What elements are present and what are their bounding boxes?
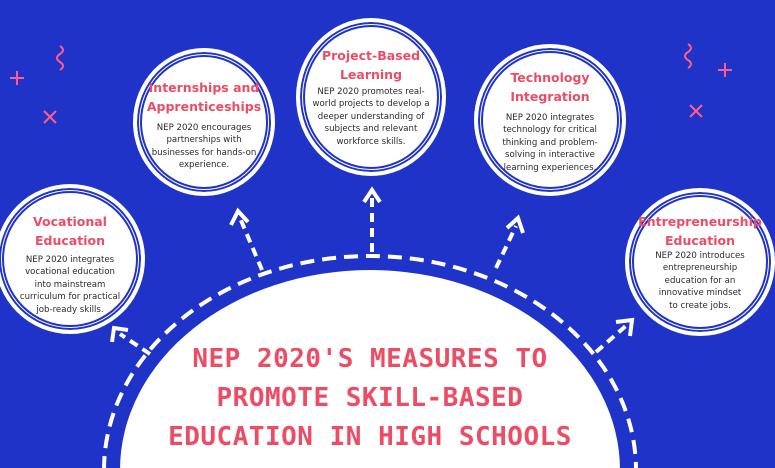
node-description [0, 254, 141, 316]
node-technology-integration [474, 44, 626, 196]
arrow-to-technology [496, 218, 523, 268]
node-desc-line: entrepreneurship [662, 263, 738, 274]
node-description [629, 250, 771, 312]
node-desc-line: job-ready skills. [36, 304, 104, 315]
node-title-line: Education [665, 233, 735, 248]
sparkle-x-icon [44, 111, 56, 123]
node-desc-line: education for an [664, 275, 736, 286]
node-internships-apprenticeships [133, 48, 275, 196]
node-desc-line: to create jobs. [669, 300, 731, 311]
node-desc-line: world projects to develop a [312, 99, 430, 110]
node-desc-line: experience. [178, 160, 230, 171]
node-vocational-education [0, 184, 145, 334]
sparkle-squiggle-icon [57, 46, 63, 70]
node-desc-line: technology for critical [503, 125, 597, 136]
node-title [137, 78, 271, 116]
node-title-line: Education [35, 233, 105, 248]
node-desc-line: partnerships with [166, 135, 242, 146]
hub-title [150, 340, 590, 457]
node-desc-line: solving in interactive [505, 150, 595, 161]
node-desc-line: NEP 2020 introduces [655, 251, 745, 261]
node-title-line: Entrepreneurship [638, 214, 762, 229]
hub-title-line: NEP 2020'S MEASURES TO [192, 344, 548, 374]
node-desc-line: thinking and problem- [502, 137, 598, 148]
node-desc-line: learning experiences. [503, 162, 597, 173]
node-desc-line: NEP 2020 integrates [25, 255, 115, 265]
node-title [0, 212, 141, 250]
node-desc-line: innovative mindset [658, 288, 742, 299]
node-title [478, 68, 622, 106]
sparkle-x-icon [690, 105, 702, 117]
node-title-line: Project-Based [321, 48, 421, 63]
sparkle-plus-icon [718, 63, 732, 77]
node-project-based-learning [296, 18, 446, 176]
node-desc-line: subjects and relevant [324, 124, 418, 135]
node-title [300, 46, 442, 84]
node-desc-line: NEP 2020 promotes real- [317, 87, 425, 97]
node-title-line: Vocational [33, 214, 107, 229]
node-title-line: Technology [510, 70, 590, 85]
node-desc-line: businesses for hands-on [151, 147, 257, 158]
sparkle-squiggle-icon [685, 44, 691, 68]
hub-title-line: EDUCATION IN HIGH SCHOOLS [168, 422, 572, 452]
node-title [629, 212, 771, 250]
node-description [137, 122, 271, 172]
node-title-line: Learning [339, 67, 403, 82]
hub-title-line: PROMOTE SKILL-BASED [216, 383, 524, 413]
node-desc-line: deeper understanding of [317, 111, 425, 122]
arrow-to-entrepreneurship [596, 320, 632, 352]
node-desc-line: into mainstream [34, 279, 106, 290]
node-description [300, 86, 442, 148]
node-title-line: Apprenticeships [146, 99, 262, 114]
node-title-line: Internships and [148, 80, 260, 95]
node-title-line: Integration [510, 89, 590, 104]
node-desc-line: vocational education [25, 267, 115, 278]
node-description [478, 112, 622, 174]
node-entrepreneurship-education [625, 188, 775, 336]
arrow-to-internships [231, 211, 262, 270]
node-desc-line: curriculum for practical [19, 292, 121, 303]
node-desc-line: workforce skills. [336, 136, 406, 147]
node-desc-line: NEP 2020 encourages [156, 123, 252, 133]
node-desc-line: NEP 2020 integrates [505, 113, 595, 123]
arrow-to-vocational [112, 328, 150, 354]
sparkle-plus-icon [10, 71, 24, 85]
arrow-to-project [364, 190, 380, 252]
